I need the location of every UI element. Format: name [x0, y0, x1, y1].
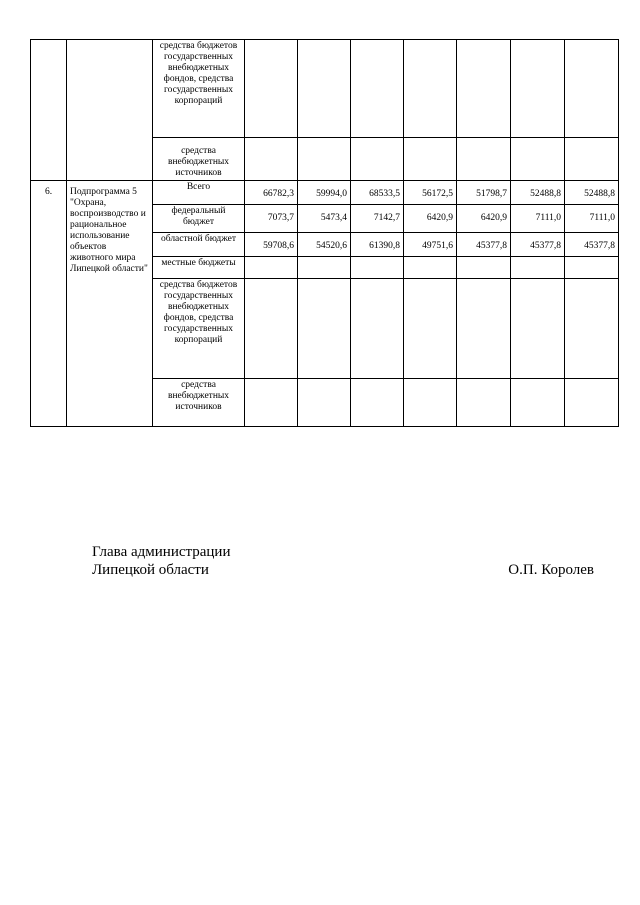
value-cell	[565, 138, 619, 181]
value-cell	[457, 40, 511, 138]
signature-position	[92, 543, 230, 579]
value-cell: 45377,8	[565, 233, 619, 257]
value-cell	[245, 379, 298, 427]
signature-position-line2: Липецкой области	[92, 562, 209, 578]
value-cell: 7073,7	[245, 205, 298, 233]
value-cell: 52488,8	[511, 181, 565, 205]
value-cell	[404, 40, 457, 138]
value-cell: 5473,4	[298, 205, 351, 233]
source-cell: местные бюджеты	[153, 257, 245, 279]
value-cell: 61390,8	[351, 233, 404, 257]
value-cell	[245, 138, 298, 181]
value-cell	[457, 257, 511, 279]
source-cell: средства внебюджетных источников	[153, 379, 245, 427]
value-cell	[457, 279, 511, 379]
value-cell	[565, 257, 619, 279]
source-cell: средства бюджетов государственных внебюджетных фондов, средства государственных корпораций	[153, 279, 245, 379]
source-cell: областной бюджет	[153, 233, 245, 257]
value-cell: 51798,7	[457, 181, 511, 205]
value-cell: 59994,0	[298, 181, 351, 205]
value-cell	[351, 40, 404, 138]
value-cell	[298, 257, 351, 279]
value-cell	[457, 379, 511, 427]
value-cell	[565, 279, 619, 379]
source-cell: федеральный бюджет	[153, 205, 245, 233]
value-cell: 6420,9	[457, 205, 511, 233]
signature-name: О.П. Королев	[508, 562, 594, 578]
index-cell-prev	[31, 40, 67, 181]
value-cell: 7111,0	[565, 205, 619, 233]
subprogram-name: Подпрограмма 5 "Охрана, воспроизводство и рациональное использование объектов животного мира Липецкой области"	[67, 181, 153, 427]
value-cell	[511, 279, 565, 379]
subprogram-index: 6.	[31, 181, 67, 427]
value-cell	[565, 379, 619, 427]
value-cell: 45377,8	[511, 233, 565, 257]
value-cell: 45377,8	[457, 233, 511, 257]
signature-position-line1: Глава администрации	[92, 544, 231, 560]
value-cell	[351, 279, 404, 379]
value-cell	[511, 257, 565, 279]
value-cell: 59708,6	[245, 233, 298, 257]
value-cell	[351, 138, 404, 181]
source-cell: средства внебюджетных источников	[153, 138, 245, 181]
value-cell: 66782,3	[245, 181, 298, 205]
value-cell	[404, 279, 457, 379]
value-cell: 49751,6	[404, 233, 457, 257]
value-cell	[351, 379, 404, 427]
value-cell	[404, 138, 457, 181]
value-cell	[351, 257, 404, 279]
source-cell: Всего	[153, 181, 245, 205]
value-cell	[298, 379, 351, 427]
value-cell: 68533,5	[351, 181, 404, 205]
value-cell	[404, 257, 457, 279]
value-cell: 7142,7	[351, 205, 404, 233]
value-cell: 6420,9	[404, 205, 457, 233]
value-cell	[457, 138, 511, 181]
value-cell: 56172,5	[404, 181, 457, 205]
value-cell	[245, 257, 298, 279]
value-cell	[511, 40, 565, 138]
table-row	[31, 40, 619, 138]
value-cell	[245, 40, 298, 138]
value-cell: 54520,6	[298, 233, 351, 257]
value-cell	[404, 379, 457, 427]
value-cell	[245, 279, 298, 379]
value-cell: 52488,8	[565, 181, 619, 205]
name-cell-prev	[67, 40, 153, 181]
source-cell: средства бюджетов государственных внебюджетных фондов, средства государственных корпораций	[153, 40, 245, 138]
value-cell	[511, 379, 565, 427]
value-cell	[565, 40, 619, 138]
value-cell: 7111,0	[511, 205, 565, 233]
budget-table	[30, 39, 619, 427]
value-cell	[511, 138, 565, 181]
value-cell	[298, 279, 351, 379]
table-row	[31, 181, 619, 205]
value-cell	[298, 138, 351, 181]
value-cell	[298, 40, 351, 138]
